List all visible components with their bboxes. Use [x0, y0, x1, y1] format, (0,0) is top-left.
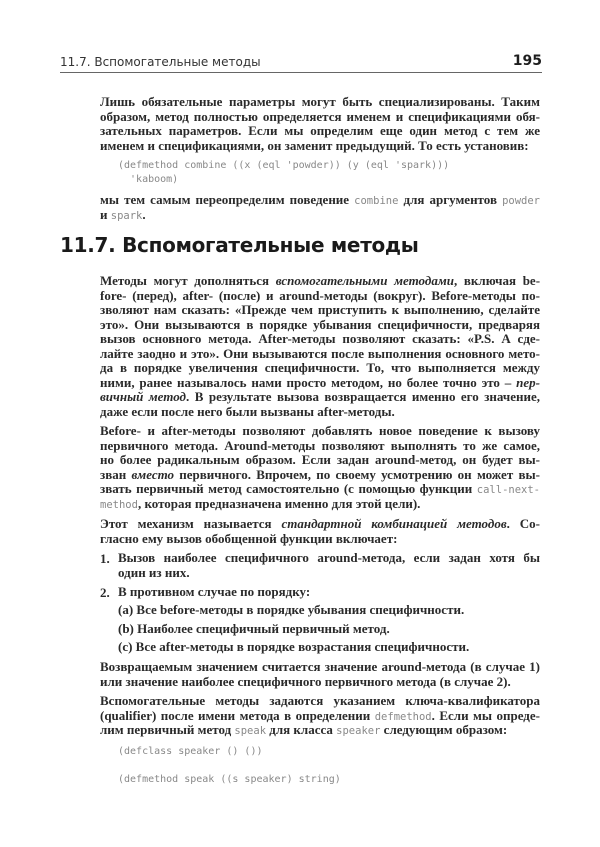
inline-code: defmethod: [374, 710, 432, 723]
running-header: [60, 55, 542, 73]
text-line: [100, 660, 540, 675]
inline-code: powder: [502, 195, 540, 207]
text-line: [118, 566, 540, 581]
text-run: .: [142, 206, 146, 222]
text-line: [100, 453, 540, 468]
text-line: [100, 95, 540, 110]
text-line: [100, 332, 540, 347]
paragraph: [100, 424, 540, 511]
text-line: [100, 468, 540, 483]
section-heading: 11.7. Вспомогательные методы: [60, 233, 419, 257]
paragraph: [100, 660, 540, 689]
list-item: [118, 622, 540, 637]
text-run: fore- (перед), after- (после) и around-методы (вокруг). Before-методы по-: [100, 287, 540, 303]
text-line: [118, 640, 540, 655]
page-number: 195: [512, 53, 542, 69]
text-line: [100, 694, 540, 709]
inline-code: speaker: [336, 725, 381, 737]
text-run: Методы могут дополняться: [100, 273, 276, 288]
text-line: [100, 303, 540, 318]
text-line: [100, 439, 540, 454]
text-run: Вспомогательные методы задаются указанием ключа-квалификатора: [100, 693, 540, 708]
text-run: гласно ему вызов обобщенной функции включает:: [100, 530, 398, 546]
text-line: [100, 723, 540, 738]
text-line: [100, 675, 540, 690]
text-run: (qualifier) после имени метода в определении: [100, 707, 375, 723]
text-line: [100, 376, 540, 391]
text-run: Этот механизм называется: [100, 516, 282, 531]
code-line: 'kaboom): [118, 174, 179, 185]
paragraph: [100, 274, 540, 419]
paragraph: [100, 694, 540, 738]
text-line: [100, 110, 540, 125]
code-block-speaker: [118, 745, 341, 787]
text-run: . В результате вызова возвращается именно его значение,: [186, 389, 541, 404]
text-line: [118, 622, 540, 637]
text-run: ними, ранее называлось нами просто методом, но более точно это –: [100, 374, 517, 390]
text-line: [100, 318, 540, 333]
running-header-section: 11.7. Вспомогательные методы: [60, 55, 261, 69]
paragraph: [100, 193, 540, 222]
code-line: (defclass speaker () ()): [118, 746, 263, 757]
text-run: первичного метода. Around-методы позволяют выполнять то же самое,: [100, 437, 540, 453]
text-run: зательных параметров. Если мы определим еще один метод с тем же: [100, 123, 540, 138]
text-line: [100, 124, 540, 139]
text-run: зволяют нам сказать: «Прежде чем приступить к выполнению, сделайте: [100, 302, 540, 317]
text-run: (c) Все after-методы в порядке возрастания специфичности.: [118, 639, 470, 654]
inline-code: speak: [234, 725, 267, 737]
text-run: (a) Все before-методы в порядке убывания специфичности.: [118, 602, 465, 617]
text-line: [100, 274, 540, 289]
emphasis: вспомогательными методами: [275, 273, 454, 288]
text-run: вызов основного метода. After-методы позволяют сказать: «P.S. А сде-: [100, 331, 540, 346]
text-run: зван: [100, 466, 132, 482]
text-run: лайте заодно и это». Они вызываются после выполнения основного мето-: [100, 345, 540, 361]
emphasis: вместо: [131, 466, 175, 482]
list-number: 1.: [100, 551, 110, 566]
inline-code: call-next-: [476, 484, 540, 496]
list-item: [118, 640, 540, 655]
code-line: (defmethod combine ((x (eql 'powder)) (y (eql 'spark))): [118, 160, 450, 171]
text-run: (b) Наиболее специфичный первичный метод.: [118, 621, 390, 636]
text-run: Вызов наиболее специфичного around-метода, если задан хотя бы: [118, 550, 540, 565]
text-run: Before- и after-методы позволяют добавлять новое поведение к вызову: [100, 423, 540, 438]
text-run: или значение наиболее специфичного первичного метода (в случае 2).: [100, 673, 511, 689]
code-line: (defmethod speak ((s speaker) string): [118, 774, 341, 785]
text-run: первичного. Впрочем, по своему усмотрению он может вы-: [174, 466, 540, 482]
text-run: , которая предназначена именно для этой цели).: [137, 495, 421, 511]
code-line: [118, 759, 341, 773]
text-line: [100, 517, 540, 532]
text-run: для класса: [266, 722, 337, 737]
text-line: [100, 482, 540, 497]
paragraph: [100, 95, 540, 153]
text-run: . Если мы опреде-: [431, 707, 540, 723]
text-run: В противном случае по порядку:: [118, 584, 311, 599]
list-number: 2.: [100, 585, 110, 600]
text-line: [100, 208, 540, 223]
emphasis: стандартной комбинацией методов: [281, 516, 507, 531]
text-line: [100, 193, 540, 208]
text-line: [118, 585, 540, 600]
inline-code: spark: [110, 209, 143, 222]
text-line: [118, 603, 540, 618]
text-line: [100, 405, 540, 420]
text-run: . Со-: [506, 516, 540, 531]
inline-code: combine: [354, 195, 399, 207]
text-run: даже если после него были вызваны after-методы.: [100, 403, 395, 419]
text-line: [100, 289, 540, 304]
text-line: [100, 709, 540, 724]
text-run: это». Они вызываются в порядке убывания специфичности, предваряя: [100, 316, 540, 332]
text-line: [100, 497, 540, 512]
text-line: [100, 532, 540, 547]
text-run: Лишь обязательные параметры могут быть специализированы. Таким: [100, 94, 540, 109]
list-item: [100, 550, 540, 580]
text-line: [100, 361, 540, 376]
text-line: [100, 139, 540, 154]
text-run: но более радикальным образом. Если задан around-метод, он будет вы-: [100, 452, 540, 467]
text-run: именем и спецификациями, он заменит предыдущий. То есть установив:: [100, 137, 529, 153]
text-line: [100, 390, 540, 405]
text-run: лим первичный метод: [100, 722, 235, 737]
text-run: для аргументов: [398, 192, 503, 207]
text-line: [100, 424, 540, 439]
list-item: [100, 584, 540, 600]
emphasis: пер-: [516, 374, 540, 390]
paragraph: [100, 517, 540, 546]
text-run: образом, метод полностью определяется именем и спецификациями обя-: [100, 108, 540, 124]
text-run: Возвращаемым значением считается значение around-метода (в случае 1): [100, 659, 540, 674]
emphasis: вичный метод: [100, 389, 187, 404]
text-run: следующим образом:: [380, 722, 508, 737]
text-line: [100, 347, 540, 362]
text-run: звать первичный метод самостоятельно (с помощью функции: [100, 481, 477, 496]
text-line: [118, 551, 540, 566]
text-run: мы тем самым переопределим поведение: [100, 192, 355, 207]
text-run: один из них.: [118, 564, 190, 580]
inline-code: method: [100, 498, 138, 511]
list-item: [118, 603, 540, 618]
text-run: и: [100, 206, 111, 222]
code-block-combine: [118, 159, 449, 187]
text-run: , включая be-: [453, 273, 541, 288]
text-run: да в порядке увеличения специфичности. То, что выполняется между: [100, 360, 540, 375]
